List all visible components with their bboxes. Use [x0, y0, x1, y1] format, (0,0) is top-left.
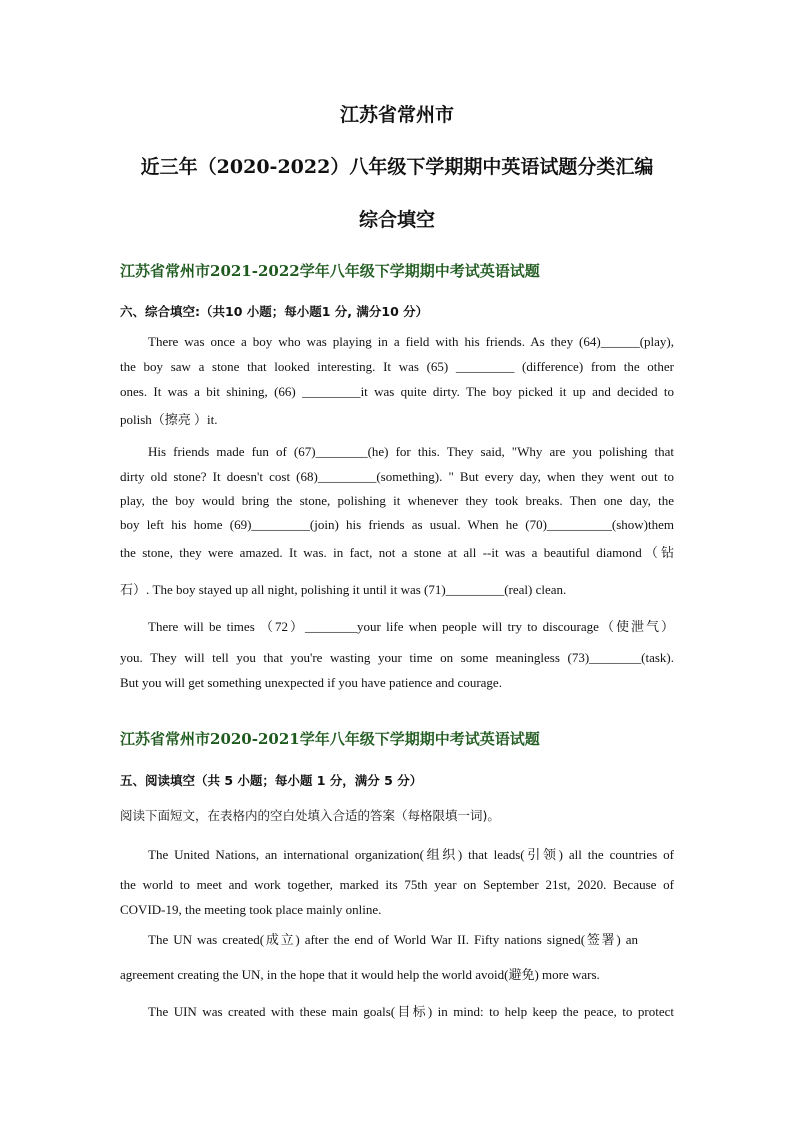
question-instruction: 六、综合填空:（共10 小题；每小题1 分, 满分10 分） — [120, 304, 429, 319]
passage-line: ones. It was a bit shining, (66) _________it was quite dirty. The boy picked it up and decided to — [120, 384, 674, 399]
section-heading: 江苏省常州市2021-2022学年八年级下学期期中考试英语试题 — [120, 262, 540, 280]
question-instruction: 五、阅读填空（共 5 小题；每小题 1 分，满分 5 分） — [120, 773, 423, 788]
document-subtitle: 近三年（2020-2022）八年级下学期期中英语试题分类汇编 — [140, 156, 654, 178]
passage-line: you. They will tell you that you're wasting your time on some meaningless (73)________(task). — [120, 650, 674, 665]
passage-line: There was once a boy who was playing in a field with his friends. As they (64)______(play), — [148, 334, 674, 349]
document-topic: 综合填空 — [358, 209, 435, 231]
passage-line: polish（擦亮 ）it. — [120, 412, 218, 427]
passage-line: the stone, they were amazed. It was. in fact, not a stone at all --it was a beautiful diamond（钻 — [120, 545, 674, 560]
passage-line: There will be times （72）________your life when people will try to discourage（使泄气） — [148, 619, 674, 634]
passage-line: The UIN was created with these main goals(目标) in mind: to help keep the peace, to protect — [148, 1004, 674, 1019]
passage-line: 石）. The boy stayed up all night, polishing it until it was (71)_________(real) clean. — [120, 582, 567, 597]
document-title: 江苏省常州市 — [339, 104, 454, 126]
passage-line: His friends made fun of (67)________(he) for this. They said, "Why are you polishing that — [148, 444, 674, 459]
passage-line: play, the boy would bring the stone, polishing it whenever they took breaks. Then one day, the — [120, 493, 674, 508]
passage-line: COVID-19, the meeting took place mainly online. — [120, 902, 382, 917]
passage-line: But you will get something unexpected if you have patience and courage. — [120, 675, 502, 690]
passage-line: the world to meet and work together, marked its 75th year on September 21st, 2020. Because of — [120, 877, 674, 892]
passage-line: agreement creating the UN, in the hope that it would help the world avoid(避免) more wars. — [120, 967, 600, 982]
question-directions: 阅读下面短文，在表格内的空白处填入合适的答案（每格限填一词)。 — [120, 808, 500, 823]
passage-line: The United Nations, an international organization(组织) that leads(引领) all the countries of — [148, 847, 674, 862]
passage-line: the boy saw a stone that looked interesting. It was (65) _________ (difference) from the other — [120, 359, 674, 374]
passage-line: dirty old stone? It doesn't cost (68)_________(something). " But every day, when they went out to — [120, 469, 674, 484]
passage-line: The UN was created(成立) after the end of World War II. Fifty nations signed(签署) an — [148, 932, 638, 947]
section-heading: 江苏省常州市2020-2021学年八年级下学期期中考试英语试题 — [120, 730, 540, 748]
passage-line: boy left his home (69)_________(join) his friends as usual. When he (70)__________(show)them — [120, 517, 674, 532]
